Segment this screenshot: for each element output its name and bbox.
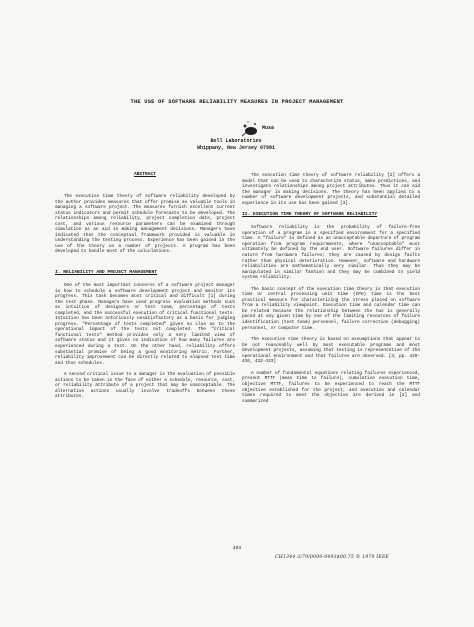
section-2-paragraph-4: A number of fundamental equations relating failures experienced, present MTTF (mean time to failure), cumulative execution time, objective MTTF, failures to be experienced to reach the MTTF objective established for the project, and execution and calendar times required to meet the objective are derived in [2] and summarized: [242, 370, 420, 404]
section-2-paragraph-2: The basic concept of the execution time theory is that execution time or central processing unit time (CPU) time is the best practical measure for characterizing the stress placed on software from a reliability viewpoint. Execution time and calendar time can be related because the relationship between the two is generally paced at any given time by one of the limiting resources of failure identification (test team) personnel, failure correction (debugging) personnel, or computer time.: [242, 286, 420, 331]
affiliation-line-1: Bell Laboratories: [210, 138, 262, 144]
intro-continuation-paragraph: The execution time theory of software reliability [2] offers a model that can be used to characterize status, make predictions, and investigate relationships among project attributes. Thus it can aid the manager in making decisions. The theory has been applied to a number of software development projects, and substantial detailed experience in its use has been gained [3].: [242, 173, 420, 206]
section-2-heading: II. EXECUTION TIME THEORY OF SOFTWARE RELIABILITY: [242, 212, 378, 218]
author-name: Musa: [262, 125, 275, 131]
affiliation-line-2: Whippany, New Jersey 07981: [196, 145, 275, 151]
ink-smudge-icon: [238, 118, 260, 140]
section-2-paragraph-3: The execution time theory is based on assumptions that appear to be not reasonably well by most executable programs and most development projects, assuming that testing is representative of the operational environment and that failures are observed. [3, pp. 429-436, 432-433]: [242, 337, 420, 365]
right-column: [242, 173, 420, 410]
page-number: 493: [232, 546, 242, 551]
section-1-heading: I. RELIABILITY AND PROJECT MANAGEMENT: [55, 270, 157, 276]
section-1-paragraph-2: A second critical issue to a manager is the evaluation of possible actions to be taken in the face of either a schedule, resource, cost, or reliability attribute of a project that may be unacceptable. The alternative actions usually involve tradeoffs between these attributes.: [55, 372, 235, 400]
section-1-paragraph-1: One of the most important concerns of a software project manager is how to schedule a software development project and monitor its progress. This task becomes most critical and difficult [1] during the test phase. Managers have used progress evaluation methods such as intuition of designers or test team, percentage of tests completed, and the successful execution of critical functional tests. Intuition has been notoriously unsatisfactory as a basis for judging progress. "Percentage of tests completed" gives no clue as to the operational impact of the tests not completed. The "critical functional tests" method provides only a very limited view of software status and it gives no indication of how many failures are experienced during a test. On the other hand, reliability offers substantial promise of being a good monitoring metric. Further, reliability improvement can be directly related to elapsed test time and thus schedules.: [55, 283, 235, 366]
abstract-text: The execution time theory of software reliability developed by the author provides measures that offer promise as valuable tools in managing a software project. The measures furnish excellent current status indicators and permit schedule forecasts to be developed. The relationships among reliability, project completion date, project cost, and various resource parameters can be examined through simulation as an aid in making management decisions. Managers have indicated that the conceptual framework provided is valuable in understanding the testing process. Experience has been gained in the use of the theory on a number of projects. A program has been developed to handle most of the calculations.: [55, 194, 235, 255]
paper-title: THE USE OF SOFTWARE RELIABILITY MEASURES IN PROJECT MANAGEMENT: [130, 99, 344, 105]
left-column: [55, 172, 235, 406]
author-block: [176, 118, 296, 166]
section-2-paragraph-1: Software reliability is the probability of failure-free operation of a program in a specified environment for a specified time. A "failure" is defined as an unacceptable departure of program operation from program requirements, where "unacceptable" must ultimately be defined by the end user. Software failures differ in nature from hardware failures; they are caused by design faults rather than physical deterioration. However, software and hardware reliabilities are mathematically very similar. Thus they may be manipulated in similar fashion and they may be combined to yield system reliability.: [242, 225, 420, 281]
abstract-heading: ABSTRACT: [133, 172, 157, 177]
catalog-line: CH1344-3/79/0000-0493$00.75 © 1979 IEEE: [275, 555, 389, 560]
